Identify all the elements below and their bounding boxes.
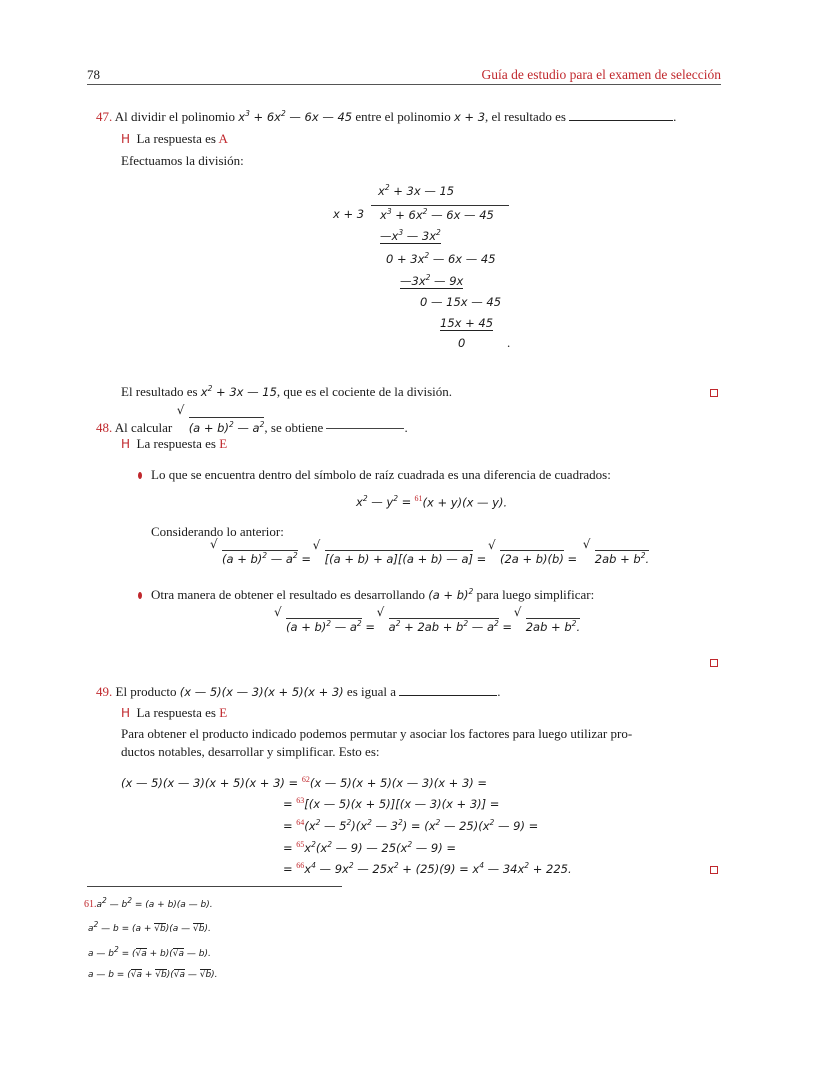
bullet-icon: [138, 592, 142, 599]
sqrt-chain-2: √ $(a + b)^2$ — $a^2$ = √ $a^2 + 2ab + b^2$ — $a^2$ = √ $2ab + b^2$.: [274, 605, 581, 634]
footnote-ref[interactable]: 64: [296, 818, 305, 827]
footnote-ref[interactable]: 62: [301, 775, 310, 784]
explanation-line-1: Para obtener el producto indicado podemos permutar y asociar los factores para luego utilizar pro-: [121, 726, 633, 741]
sqrt-icon: √: [487, 537, 496, 552]
division-remainder: 0: [458, 336, 466, 350]
sqrt-chain-1: √ $(a + b)^2$ — $a^2$ = √ [(a + b) + a][(a + b) — a] = √ (2a + b)(b) = √ $2ab + b^2$.: [210, 537, 650, 566]
problem-number: 49.: [96, 684, 113, 699]
answer-blank: [569, 120, 673, 121]
answer-letter: A: [218, 131, 228, 146]
footnote-line-2: $a^2$ — b = (a + √b)(a — √b).: [88, 920, 211, 934]
footnote-ref[interactable]: 65: [296, 840, 305, 849]
division-step-5: 15x + 45: [440, 316, 494, 330]
answer-marker-icon: H: [121, 437, 131, 451]
intro-text: Efectuamos la división:: [121, 153, 244, 168]
sqrt-icon: √: [582, 537, 591, 551]
page-number: 78: [87, 67, 100, 82]
explanation-line-2: ductos notables, desarrollar y simplificar. Esto es:: [121, 744, 380, 759]
bullet-icon: [138, 472, 142, 479]
sqrt-icon: √: [274, 605, 282, 619]
sqrt-icon: √: [176, 403, 185, 417]
conclusion-47: El resultado es $x^2 + 3x$ — 15, que es el cociente de la división.: [121, 384, 452, 399]
footnote-rule: [87, 886, 342, 887]
footnote-61: $61.a^2$ — $b^2 = (a + b)(a$ — b).: [84, 896, 213, 910]
qed-icon: [710, 389, 718, 397]
answer-line: H La respuesta es A: [121, 131, 228, 146]
answer-line: H La respuesta es E: [121, 705, 228, 720]
answer-marker-icon: H: [121, 706, 131, 720]
problem-48-statement: 48. Al calcular √ $(a + b)^2$ — $a^2$, se obtiene .: [96, 403, 408, 435]
derivation-line-2: = $^{63}$[(x — 5)(x + 5)][(x — 3)(x + 3)] =: [283, 796, 500, 811]
division-step-3: $—3x^2$ — 9x: [400, 273, 464, 288]
problem-number: 47.: [96, 109, 113, 124]
derivation-line-4: = $^{65}x^2(x^2$ — 9) — $25(x^2$ — 9) =: [283, 840, 457, 855]
sqrt-expression: √ $(a + b)^2$ — $a^2$: [176, 403, 265, 435]
answer-marker-icon: H: [121, 132, 131, 146]
math-dividend: $x^3 + 6x^2$ — 6x — 45: [238, 109, 353, 124]
sqrt-icon: √: [513, 605, 522, 619]
footnote-ref[interactable]: 66: [296, 861, 305, 870]
footnote-ref[interactable]: 63: [296, 796, 305, 805]
answer-letter: E: [219, 436, 228, 451]
header-rule: [87, 84, 721, 85]
answer-line: H La respuesta es E: [121, 436, 228, 451]
division-dividend: $x^3 + 6x^2$ — 6x — 45: [380, 207, 494, 222]
running-title: Guía de estudio para el examen de selección: [481, 67, 721, 82]
sqrt-icon: √: [312, 537, 321, 552]
qed-icon: [710, 659, 718, 667]
sqrt-icon: √: [376, 605, 385, 619]
division-quotient: $x^2 + 3x$ — 15: [378, 183, 455, 198]
considering-text: Considerando lo anterior:: [151, 524, 284, 539]
division-step-2: $0 + 3x^2$ — 6x — 45: [386, 251, 496, 266]
derivation-line-5: = $^{66}x^4$ — $9x^2$ — $25x^2 + (25)(9) = x^4$ — $34x^2 + 225$.: [283, 861, 572, 876]
footnote-line-4: a — b = (√a + √b)(√a — √b).: [88, 970, 218, 980]
qed-icon: [710, 866, 718, 874]
footnote-ref[interactable]: 61: [414, 494, 423, 503]
footnote-line-3: a — $b^2 = (√a + b)(√a$ — b).: [88, 945, 211, 959]
answer-blank: [399, 695, 497, 696]
sqrt-icon: √: [210, 537, 218, 551]
problem-number: 48.: [96, 419, 113, 435]
derivation-line-1: (x — 5)(x — 3)(x + 5)(x + 3) = $^{62}$(x — 5)(x + 5)(x — 3)(x + 3) =: [121, 775, 488, 790]
problem-47-statement: 47. Al dividir el polinomio $x^3 + 6x^2$ — 6x — 45 entre el polinomio x + 3, el resultado es .: [96, 109, 677, 124]
division-step-1: $—x^3$ — $3x^2$: [380, 228, 441, 243]
division-bar: [371, 205, 509, 206]
problem-49-statement: 49. El producto (x — 5)(x — 3)(x + 5)(x + 3) es igual a .: [96, 684, 501, 699]
derivation-line-3: = $^{64}(x^2$ — $5^2)(x^2$ — $3^2) = (x^2$ — $25)(x^2$ — 9) =: [283, 818, 539, 833]
bullet-text-2: Otra manera de obtener el resultado es desarrollando $(a + b)^2$ para luego simplificar:: [151, 587, 595, 602]
bullet-text-1: Lo que se encuentra dentro del símbolo de raíz cuadrada es una diferencia de cuadrados:: [151, 467, 611, 482]
division-divisor: x + 3: [333, 207, 365, 221]
answer-letter: E: [219, 705, 228, 720]
answer-blank: [326, 428, 404, 429]
division-step-4: 0 — 15x — 45: [420, 295, 502, 309]
identity-equation: $x^2$ — $y^2 = ^{61}(x + y)(x$ — y).: [356, 494, 508, 510]
